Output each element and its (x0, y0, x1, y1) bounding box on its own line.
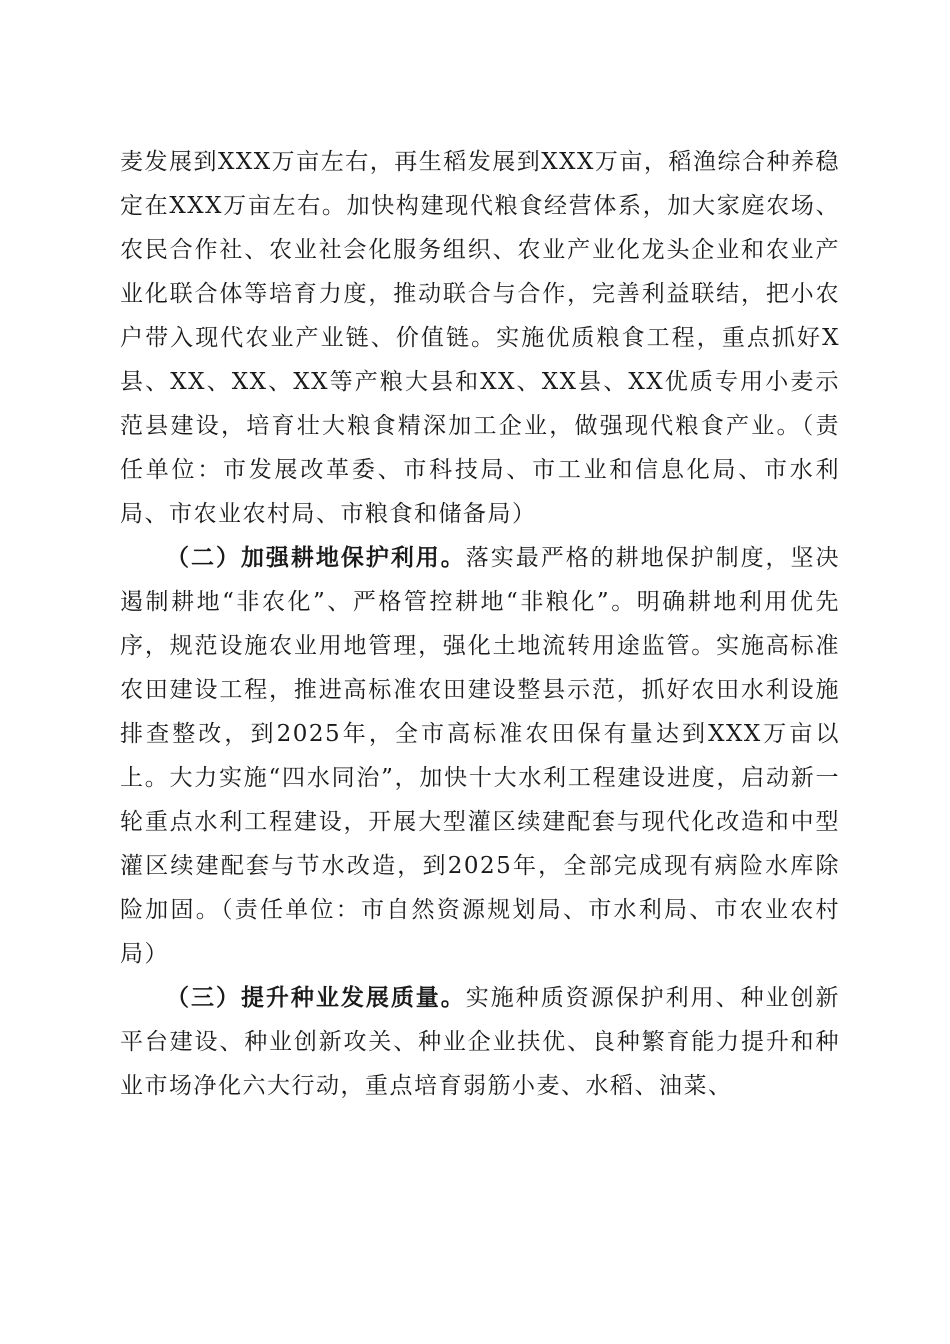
paragraph-2-text: 落实最严格的耕地保护制度，坚决遏制耕地“非农化”、严格管控耕地“非粮化”。明确耕地利用优先序，规范设施农业用地管理，强化土地流转用途监管。实施高标准农田建设工程，推进高标准农田建设整县示范，抓好农田水利设施排查整改，到2025年，全市高标准农田保有量达到XXX万亩以上。大力实施“四水同治”，加快十大水利工程建设进度，启动新一轮重点水利工程建设，开展大型灌区续建配套与现代化改造和中型灌区续建配套与节水改造，到2025年，全部完成现有病险水库除险加固。（责任单位：市自然资源规划局、市水利局、市农业农村局） (120, 545, 841, 967)
section-heading-2: （二）加强耕地保护利用。 (166, 544, 466, 571)
paragraph-3 (120, 976, 840, 1108)
paragraph-3-text: 实施种质资源保护利用、种业创新平台建设、种业创新攻关、种业企业扶优、良种繁育能力提升和种业市场净化六大行动，重点培育弱筋小麦、水稻、油菜、 (120, 985, 841, 1099)
section-heading-3: （三）提升种业发展质量。 (166, 984, 466, 1011)
paragraph-2 (120, 536, 840, 976)
paragraph-1-text: 麦发展到XXX万亩左右，再生稻发展到XXX万亩，稻渔综合种养稳定在XXX万亩左右。加快构建现代粮食经营体系，加大家庭农场、农民合作社、农业社会化服务组织、农业产业化龙头企业和农业产业化联合体等培育力度，推动联合与合作，完善利益联结，把小农户带入现代农业产业链、价值链。实施优质粮食工程，重点抓好X县、XX、XX、XX等产粮大县和XX、XX县、XX优质专用小麦示范县建设，培育壮大粮食精深加工企业，做强现代粮食产业。（责任单位：市发展改革委、市科技局、市工业和信息化局、市水利局、市农业农村局、市粮食和储备局） (120, 149, 840, 527)
paragraph-1 (120, 140, 840, 536)
document-body (120, 140, 840, 1108)
